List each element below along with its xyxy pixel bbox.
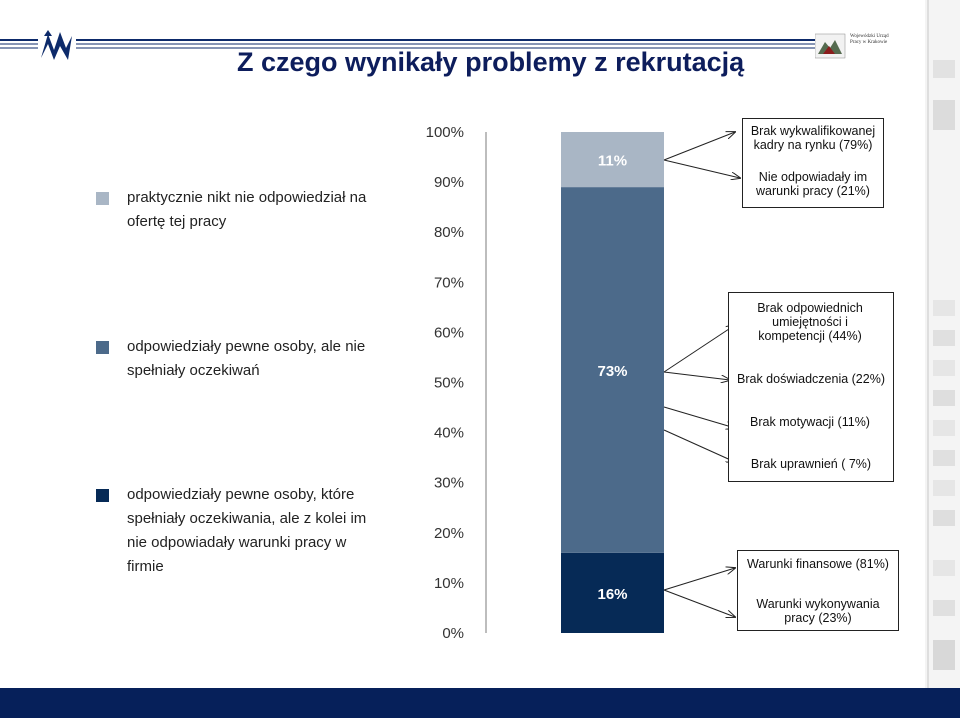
annotation-label: Brak wykwalifikowanej kadry na rynku (79%) — [750, 124, 876, 152]
annotation-label: Warunki finansowe (81%) — [747, 557, 889, 571]
y-tick-label: 50% — [433, 374, 464, 392]
logo-right-text: Wojewódzki Urząd Pracy w Krakowie — [850, 34, 889, 45]
y-tick-label: 80% — [433, 224, 464, 242]
annotation-arrow — [664, 430, 735, 462]
data-label: 11% — [597, 152, 628, 170]
legend-label: praktycznie nikt nie odpowiedział na ofertę tej pracy — [127, 189, 367, 230]
annotation-arrow — [664, 372, 730, 380]
page-title: Z czego wynikały problemy z rekrutacją — [237, 47, 745, 77]
annotation-arrow — [664, 160, 740, 178]
data-label: 73% — [597, 362, 628, 380]
footer-bar — [0, 688, 960, 718]
annotation-label: Brak motywacji (11%) — [750, 415, 870, 429]
bars — [561, 132, 664, 633]
y-tick-label: 0% — [442, 625, 464, 642]
y-tick-label: 60% — [433, 324, 464, 342]
annotation-label: Brak doświadczenia (22%) — [737, 372, 885, 386]
legend-label: odpowiedziały pewne osoby, ale nie spełniały oczekiwań — [127, 338, 366, 379]
y-tick-label: 40% — [433, 424, 464, 442]
annotation-arrow — [664, 590, 735, 617]
annotation-label: Warunki wykonywania pracy (23%) — [756, 597, 880, 625]
y-tick-label: 20% — [433, 524, 464, 542]
annotation-arrow — [664, 568, 735, 590]
annotation-arrow — [664, 132, 735, 160]
annotation-label: Brak odpowiednich umiejętności i kompetencji (44%) — [757, 301, 863, 343]
annotation-label: Brak uprawnień ( 7%) — [750, 457, 872, 471]
y-tick-label: 100% — [425, 124, 464, 141]
y-axis — [426, 124, 486, 642]
annotation-arrow — [664, 407, 735, 428]
y-tick-label: 70% — [433, 274, 464, 292]
annotation-label: Nie odpowiadały im warunki pracy (21%) — [756, 170, 870, 198]
y-tick-label: 10% — [433, 574, 464, 592]
y-tick-label: 90% — [433, 174, 464, 192]
y-tick-label: 30% — [433, 474, 464, 492]
legend-label: odpowiedziały pewne osoby, które spełniały oczekiwania, ale z kolei im nie odpowiadały warunki pracy w firmie — [127, 486, 367, 575]
annotation-arrow — [664, 325, 735, 372]
data-label: 16% — [597, 585, 628, 603]
